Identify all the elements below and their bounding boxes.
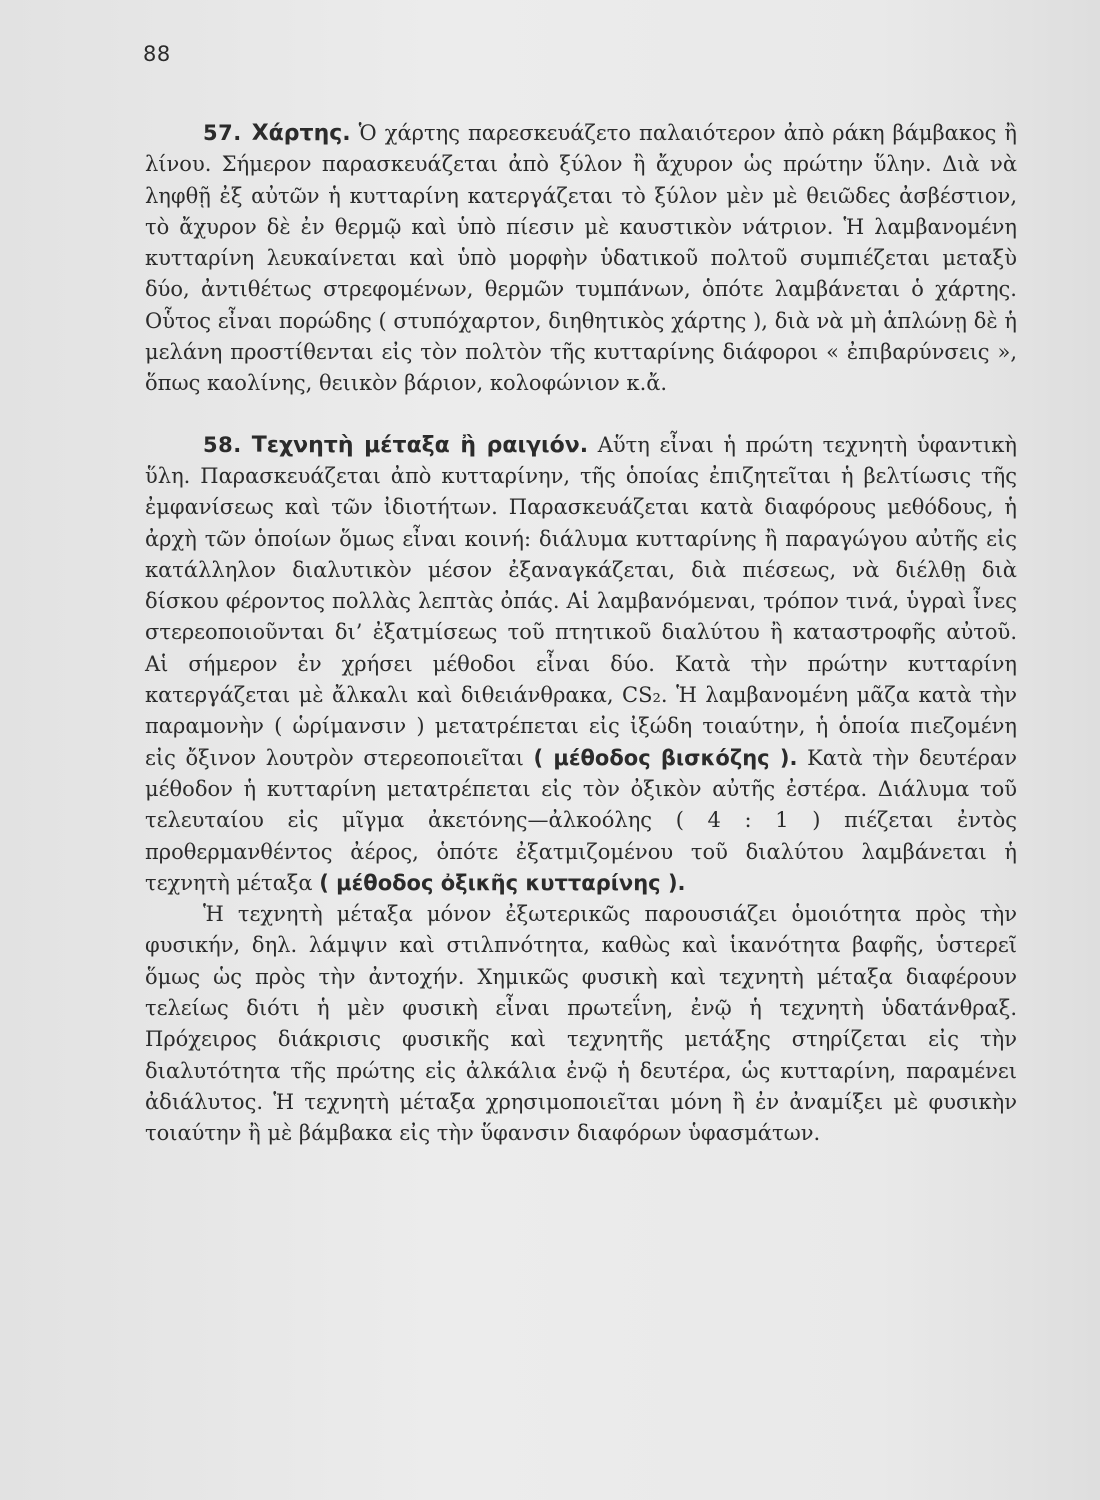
section-57-paragraph <box>145 118 1017 400</box>
section-57-number: 57. <box>203 121 242 145</box>
viscose-method-term: ( μέθοδος βισκόζης ). <box>533 745 798 770</box>
section-58-number: 58. <box>203 432 242 457</box>
section-58-paragraph <box>145 430 1017 899</box>
section-58-title: Τεχνητὴ μέταξα ἢ ραιγιόν. <box>251 432 589 458</box>
page-number: 88 <box>143 42 171 66</box>
section-58-text-a: Αὕτη εἶναι ἡ πρώτη τεχνητὴ ὑφαντικὴ ὕλη. Παρασκευάζεται ἀπὸ κυτταρίνην, τῆς ὁποίας ἐπιζητεῖται ἡ βελτίωσις τῆς ἐμφανίσεως καὶ τῶν ἰδιοτήτων. Παρασκευάζεται κατὰ διαφόρους μεθόδους, ἡ ἀρχὴ τῶν ὁποίων ὅμως εἶναι κοινή: διάλυμα κυτταρίνης ἢ παραγώγου αὐτῆς εἰς κατάλληλον διαλυτικὸν μέσον ἐξαναγκάζεται, διὰ πιέσεως, νὰ διέλθῃ διὰ δίσκου φέροντος πολλὰς λεπτὰς ὀπάς. Αἱ λαμβανόμεναι, τρόπον τινά, ὑγραὶ ἶνες στερεοποιοῦνται δι’ ἐξατμίσεως τοῦ πτητικοῦ διαλύτου ἢ καταστροφῆς αὐτοῦ. Αἱ σήμερον ἐν χρήσει μέθοδοι εἶναι δύο. Κατὰ τὴν πρώτην κυτταρίνη κατεργάζεται μὲ ἄλκαλι καὶ διθειάνθρακα, CS₂. Ἡ λαμβανομένη μᾶζα κατὰ τὴν παραμονὴν ( ὡρίμανσιν ) μετατρέπεται εἰς ἰξώδη τοιαύτην, ἡ ὁποία πιεζομένη εἰς ὄξινον λουτρὸν στερεοποιεῖται <box>145 432 1017 770</box>
section-57-text: Ὁ χάρτης παρεσκευάζετο παλαιότερον ἀπὸ ράκη βάμβακος ἢ λίνου. Σήμερον παρασκευάζεται ἀπὸ ξύλον ἢ ἄχυρον ὡς πρώτην ὕλην. Διὰ νὰ ληφθῇ ἐξ αὐτῶν ἡ κυτταρίνη κατεργάζεται τὸ ξύλον μὲν μὲ θειῶδες ἀσβέστιον, τὸ ἄχυρον δὲ ἐν θερμῷ καὶ ὑπὸ πίεσιν μὲ καυστικὸν νάτριον. Ἡ λαμβανομένη κυτταρίνη λευκαίνεται καὶ ὑπὸ μορφὴν ὑδατικοῦ πολτοῦ συμπιέζεται μεταξὺ δύο, ἀντιθέτως στρεφομένων, θερμῶν τυμπάνων, ὁπότε λαμβάνεται ὁ χάρτης. Οὗτος εἶναι πορώδης ( στυπόχαρτον, διηθητικὸς χάρτης ), διὰ νὰ μὴ ἁπλώνῃ δὲ ἡ μελάνη προστίθενται εἰς τὸν πολτὸν τῆς κυτταρίνης διάφοροι « ἐπιβαρύνσεις », ὅπως καολίνης, θειικὸν βάριον, κολοφώνιον κ.ἄ. <box>145 121 1017 396</box>
acetate-method-term: ( μέθοδος ὀξικῆς κυτταρίνης ). <box>319 870 686 895</box>
section-57-title: Χάρτης. <box>251 121 351 146</box>
page-body <box>145 118 1017 1150</box>
section-58-text-c: Ἡ τεχνητὴ μέταξα μόνον ἐξωτερικῶς παρουσιάζει ὁμοιότητα πρὸς τὴν φυσικήν, δηλ. λάμψιν καὶ στιλπνότητα, καθὼς καὶ ἱκανότητα βαφῆς, ὑστερεῖ ὅμως ὡς πρὸς τὴν ἀντοχήν. Χημικῶς φυσικὴ καὶ τεχνητὴ μέταξα διαφέρουν τελείως διότι ἡ μὲν φυσικὴ εἶναι πρωτεΐνη, ἐνῷ ἡ τεχνητὴ ὑδατάνθραξ. Πρόχειρος διάκρισις φυσικῆς καὶ τεχνητῆς μετάξης στηρίζεται εἰς τὴν διαλυτότητα τῆς πρώτης εἰς ἀλκάλια ἐνῷ ἡ δευτέρα, ὡς κυτταρίνη, παραμένει ἀδιάλυτος. Ἡ τεχνητὴ μέταξα χρησιμοποιεῖται μόνη ἢ ἐν ἀναμίξει μὲ φυσικὴν τοιαύτην ἢ μὲ βάμβακα εἰς τὴν ὕφανσιν διαφόρων ὑφασμάτων. <box>145 902 1017 1146</box>
section-58-text-b: Κατὰ τὴν δευτέραν μέθοδον ἡ κυτταρίνη μετατρέπεται εἰς τὸν ὀξικὸν αὐτῆς ἐστέρα. Διάλυμα τοῦ τελευταίου εἰς μῖγμα ἀκετόνης—ἀλκοόλης ( 4 : 1 ) πιέζεται ἐντὸς προθερμανθέντος ἀέρος, ὁπότε ἐξατμιζομένου τοῦ διαλύτου λαμβάνεται ἡ τεχνητὴ μέταξα <box>145 745 1017 895</box>
section-58-paragraph-2 <box>145 899 1017 1149</box>
